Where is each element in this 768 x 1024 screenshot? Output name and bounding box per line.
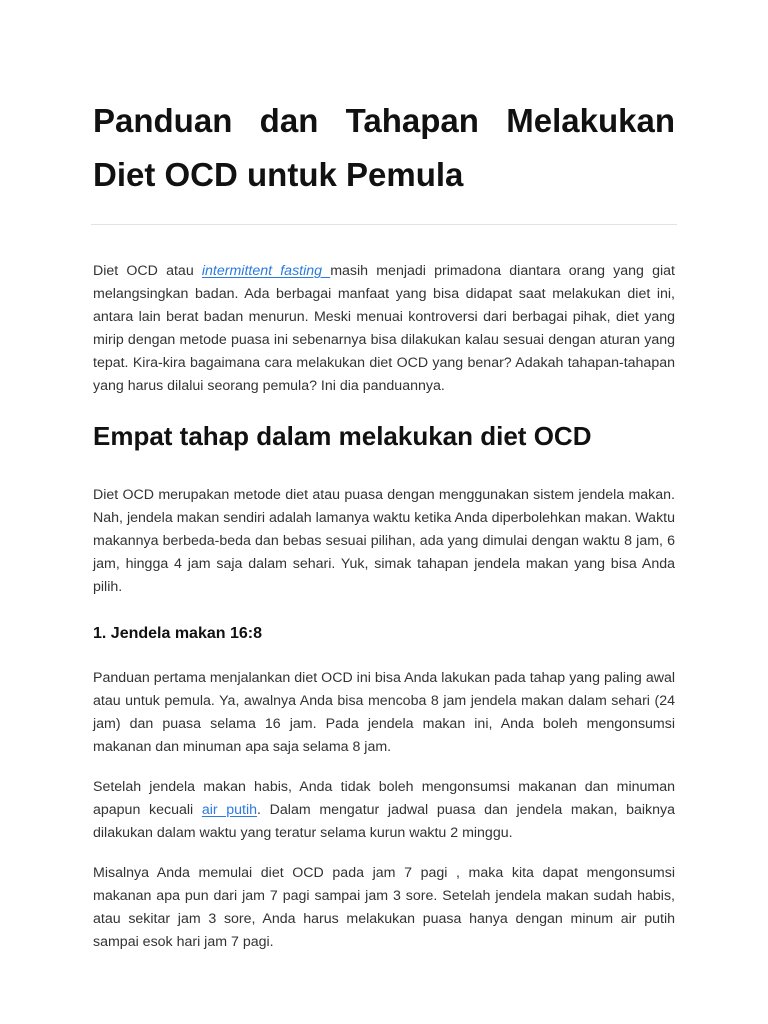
step1-heading: 1. Jendela makan 16:8 xyxy=(93,625,262,642)
intro-paragraph xyxy=(93,260,675,398)
step1-paragraph-1: Panduan pertama menjalankan diet OCD ini bisa Anda lakukan pada tahap yang paling awal atau untuk pemula. Ya, awalnya Anda bisa mencoba 8 jam jendela makan dalam sehari (24 jam) dan puasa selama 16 jam. Pada jendela makan ini, Anda boleh mengonsumsi makanan dan minuman apa saja selama 8 jam. xyxy=(93,670,675,755)
intro-text-end: masih menjadi primadona diantara orang yang giat melangsingkan badan. Ada berbagai manfaat yang bisa didapat saat melakukan diet ini, antara lain berat badan menurun. Meski menuai kontroversi dari berbagai pihak, diet yang mirip dengan metode puasa ini sebenarnya bisa dilakukan kalau sesuai dengan aturan yang tepat. Kira-kira bagaimana cara melakukan diet OCD yang benar? Adakah tahapan-tahapan yang harus dilalui seorang pemula? Ini dia panduannya. xyxy=(93,263,675,394)
intro-text-start: Diet OCD atau xyxy=(93,263,202,279)
intermittent-fasting-link[interactable]: intermittent fasting xyxy=(201,263,331,279)
step1-p2-text-start: Setelah jendela makan habis, Anda tidak boleh mengonsumsi makanan dan minuman apapun kecuali xyxy=(93,779,675,818)
section-heading: Empat tahap dalam melakukan diet OCD xyxy=(93,421,592,451)
title-divider xyxy=(91,224,677,225)
step1-paragraph-2 xyxy=(93,776,675,845)
article-title: Panduan dan Tahapan Melakukan Diet OCD untuk Pemula xyxy=(93,102,675,193)
step1-p2-text-end: . Dalam mengatur jadwal puasa dan jendela makan, baiknya dilakukan dalam waktu yang teratur selama kurun waktu 2 minggu. xyxy=(93,802,675,841)
step1-paragraph-3: Misalnya Anda memulai diet OCD pada jam 7 pagi , maka kita dapat mengonsumsi makanan apa pun dari jam 7 pagi sampai jam 3 sore. Setelah jendela makan sudah habis, atau sekitar jam 3 sore, Anda harus melakukan puasa hanya dengan minum air putih sampai esok hari jam 7 pagi. xyxy=(93,865,675,950)
section-paragraph: Diet OCD merupakan metode diet atau puasa dengan menggunakan sistem jendela makan. Nah, jendela makan sendiri adalah lamanya waktu ketika Anda diperbolehkan makan. Waktu makannya berbeda-beda dan bebas sesuai pilihan, ada yang dimulai dengan waktu 8 jam, 6 jam, hingga 4 jam saja dalam sehari. Yuk, simak tahapan jendela makan yang bisa Anda pilih. xyxy=(93,487,675,595)
article xyxy=(93,94,675,954)
air-putih-link[interactable]: air putih xyxy=(201,802,258,818)
